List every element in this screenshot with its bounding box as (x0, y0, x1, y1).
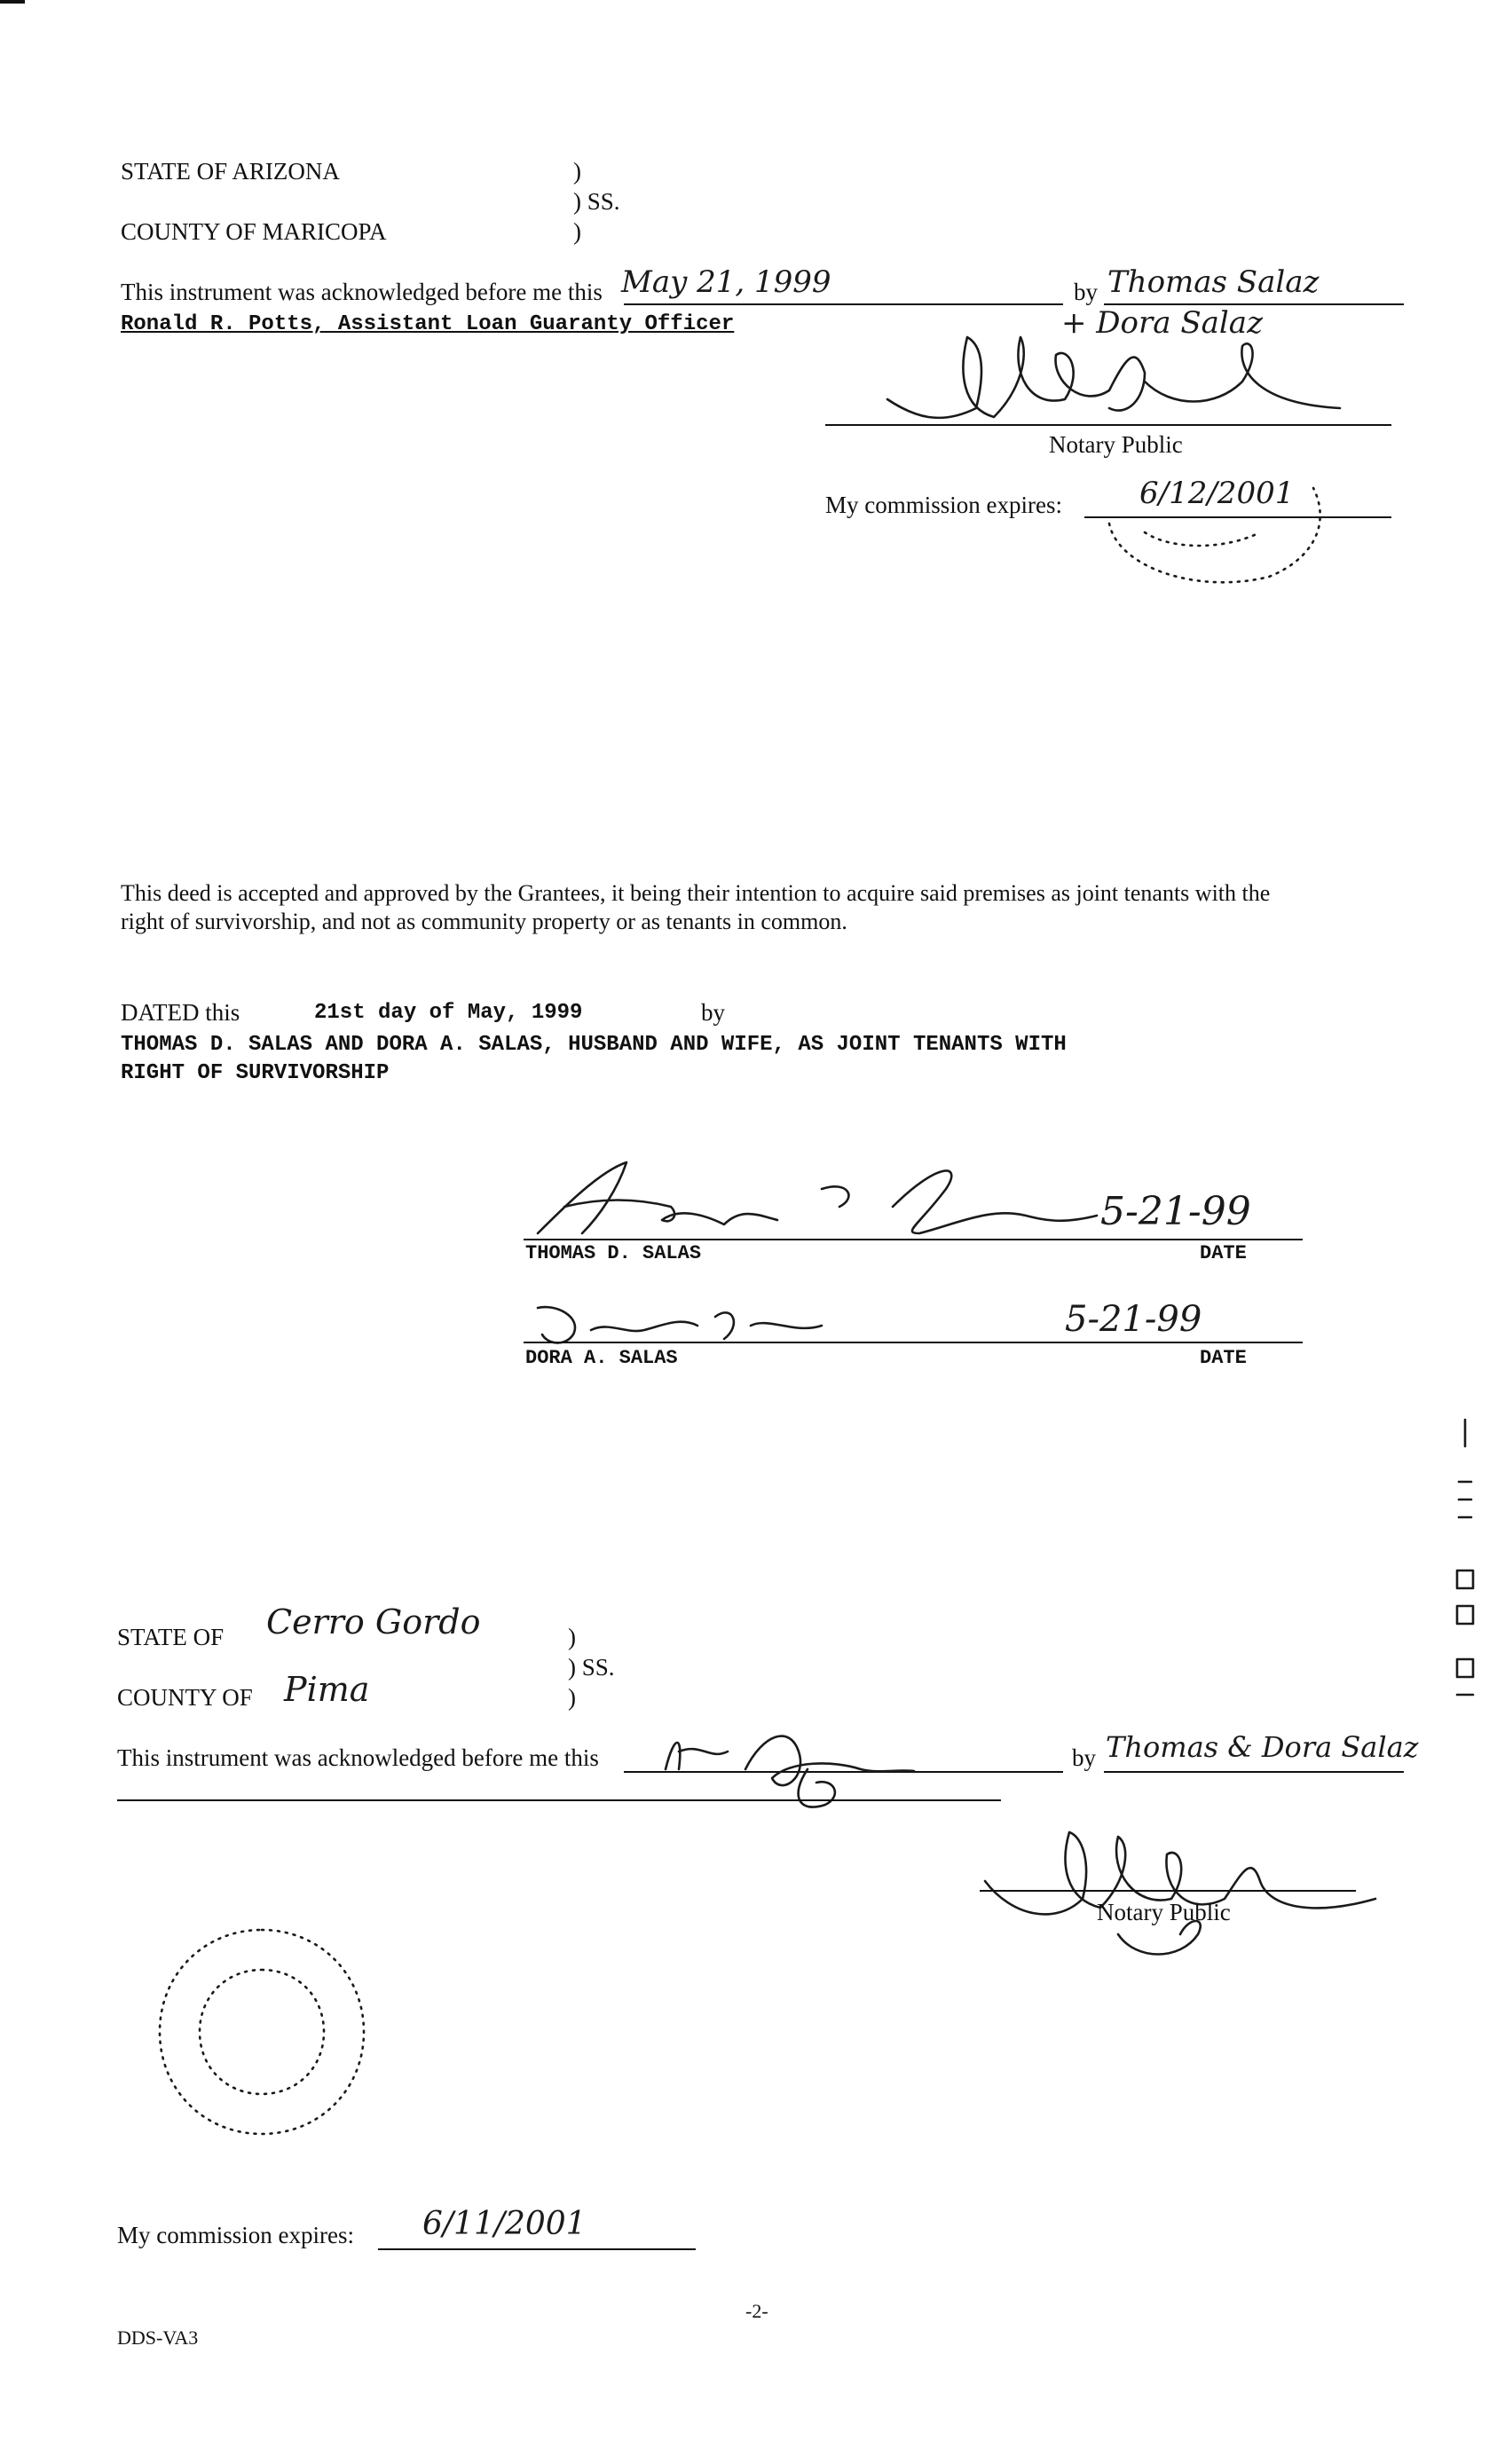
by-handwritten: Thomas Salaz (1107, 264, 1320, 300)
grantee-signature-thomas (529, 1153, 1106, 1242)
notary-line-2 (980, 1890, 1356, 1892)
notary-line (825, 424, 1391, 426)
by-label: by (1074, 279, 1098, 305)
ss-label: ) SS. (573, 188, 620, 215)
signature-line-dora (524, 1342, 1303, 1343)
date-label-thomas: DATE (1200, 1242, 1247, 1264)
commission-label: My commission expires: (825, 492, 1062, 518)
by-label-2: by (1072, 1744, 1096, 1771)
commission-line-2 (378, 2248, 696, 2250)
signer-name-dora: DORA A. SALAS (525, 1347, 678, 1369)
thomas-signed-date: 5-21-99 (1100, 1189, 1251, 1234)
date-label-dora: DATE (1200, 1347, 1247, 1369)
and-handwritten: + Dora Salaz (1061, 305, 1263, 341)
dated-label: DATED this (121, 999, 240, 1026)
ack-text-2: This instrument was acknowledged before me this (117, 1744, 599, 1771)
ack-date-handwritten: May 21, 1999 (621, 264, 831, 300)
dated-by: by (701, 999, 725, 1026)
notary-label-2: Notary Public (1097, 1899, 1231, 1925)
commission-handwritten-2: 6/11/2001 (422, 2206, 587, 2242)
officer-name: Ronald R. Potts, Assistant Loan Guaranty Officer (121, 312, 735, 336)
signer-name-thomas: THOMAS D. SALAS (525, 1242, 702, 1264)
by-handwritten-2: Thomas & Dora Salaz (1106, 1730, 1419, 1764)
state-handwritten: Cerro Gordo (266, 1602, 481, 1641)
paren: ) (568, 1624, 576, 1650)
state-label: STATE OF ARIZONA (121, 158, 340, 185)
ss-label-2: ) SS. (568, 1654, 615, 1681)
notary-label: Notary Public (1049, 431, 1183, 458)
county-label-2: COUNTY OF (117, 1684, 253, 1711)
notary-seal-impression-2 (142, 1917, 382, 2156)
parties-line-2: RIGHT OF SURVIVORSHIP (121, 1061, 390, 1085)
county-label: COUNTY OF MARICOPA (121, 218, 387, 245)
signature-line-thomas (524, 1239, 1303, 1240)
dated-value: 21st day of May, 1999 (314, 1001, 583, 1025)
ack-date-line (624, 303, 1063, 305)
page-number: -2- (745, 2300, 768, 2322)
scan-mark (0, 0, 25, 4)
by-line-2 (1104, 1771, 1404, 1773)
ack-text: This instrument was acknowledged before me this (121, 279, 603, 305)
state-label-2: STATE OF (117, 1624, 225, 1650)
commission-label-2: My commission expires: (117, 2222, 354, 2248)
county-handwritten: Pima (284, 1670, 370, 1709)
form-id: DDS-VA3 (117, 2326, 199, 2349)
paren: ) (568, 1684, 576, 1711)
paren: ) (573, 158, 581, 185)
acceptance-line-1: This deed is accepted and approved by the Grantees, it being their intention to acquire said premises as joint tenants with the (121, 880, 1271, 906)
acceptance-line-2: right of survivorship, and not as community property or as tenants in common. (121, 909, 847, 934)
grantee-signature-dora (529, 1299, 831, 1352)
notary-seal-impression (1091, 444, 1340, 594)
recording-stamp-mark (1452, 1411, 1478, 1712)
notary-signature-2 (976, 1819, 1384, 1952)
paren: ) (573, 218, 581, 245)
dora-signed-date: 5-21-99 (1065, 1299, 1202, 1340)
parties-line-1: THOMAS D. SALAS AND DORA A. SALAS, HUSBAND AND WIFE, AS JOINT TENANTS WITH (121, 1033, 1067, 1057)
ack-continuation-line (117, 1799, 1001, 1801)
commission-handwritten: 6/12/2001 (1139, 476, 1295, 511)
